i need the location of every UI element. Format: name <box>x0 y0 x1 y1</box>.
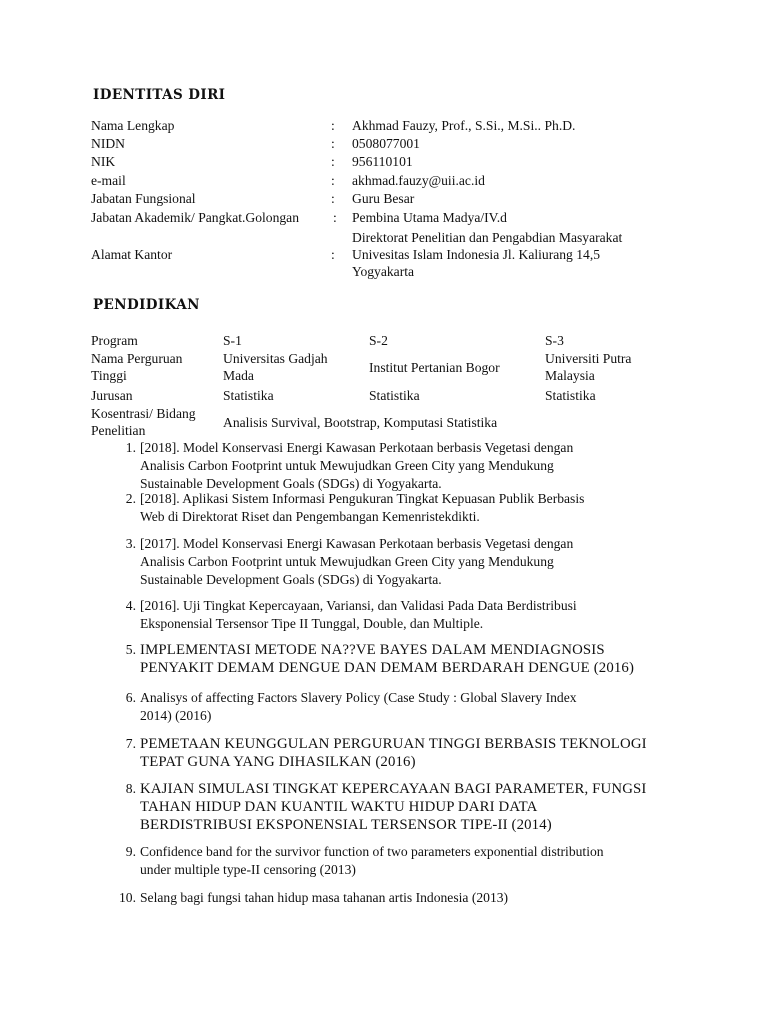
alamat-colon: : <box>331 247 335 262</box>
list-item-text: PEMETAAN KEUNGGULAN PERGURUAN TINGGI BERBASIS TEKNOLOGI <box>140 736 647 752</box>
list-item-text: TEPAT GUNA YANG DIHASILKAN (2016) <box>140 754 416 770</box>
education-s3-jurusan: Statistika <box>545 388 596 403</box>
list-item-number: 5. <box>125 642 136 657</box>
identity-colon: : <box>333 210 337 225</box>
education-label-perguruan-2: Tinggi <box>91 368 127 383</box>
list-item-text: TAHAN HIDUP DAN KUANTIL WAKTU HIDUP DARI DATA <box>140 799 538 815</box>
list-item-text: Eksponensial Tersensor Tipe II Tunggal, Double, dan Multiple. <box>140 616 484 631</box>
identity-label: e-mail <box>91 173 126 188</box>
list-item-text: KAJIAN SIMULASI TINGKAT KEPERCAYAAN BAGI PARAMETER, FUNGSI <box>140 781 647 797</box>
identity-row-jabatan-fungsional <box>91 190 691 208</box>
identity-colon: : <box>331 118 335 133</box>
list-item-text: Web di Direktorat Riset dan Pengembangan Kemenristekdikti. <box>140 509 480 524</box>
list-item-number: 7. <box>125 736 136 751</box>
alamat-line-2: Univesitas Islam Indonesia Jl. Kaliurang 14,5 <box>352 247 601 262</box>
education-label-konsentrasi: Kosentrasi/ Bidang <box>91 406 196 421</box>
identity-label: NIDN <box>91 136 125 151</box>
identity-row-jabatan-akademik <box>91 209 691 227</box>
identity-row-nidn <box>91 135 691 153</box>
list-item-number: 4. <box>125 598 136 613</box>
list-item-text: Analisis Carbon Footprint untuk Mewujudkan Green City yang Mendukung <box>140 554 554 569</box>
education-header-s2: S-2 <box>369 333 388 348</box>
identity-label: Jabatan Fungsional <box>91 191 196 206</box>
list-item-text: PENYAKIT DEMAM DENGUE DAN DEMAM BERDARAH DENGUE (2016) <box>140 660 635 676</box>
list-item-text: Sustainable Development Goals (SDGs) di Yogyakarta. <box>140 476 442 491</box>
identity-colon: : <box>331 173 335 188</box>
education-header-s3: S-3 <box>545 333 564 348</box>
identity-value: 956110101 <box>352 154 413 169</box>
education-s2-university: Institut Pertanian Bogor <box>369 360 500 375</box>
list-item-text: Analisis Carbon Footprint untuk Mewujudkan Green City yang Mendukung <box>140 458 554 473</box>
list-item-text: Analisys of affecting Factors Slavery Policy (Case Study : Global Slavery Index <box>140 690 577 705</box>
education-label-jurusan: Jurusan <box>91 388 133 403</box>
education-s3-university-2: Malaysia <box>545 368 595 383</box>
list-item-number: 3. <box>125 536 136 551</box>
identity-label: NIK <box>91 154 116 169</box>
education-label-perguruan: Nama Perguruan <box>91 351 183 366</box>
identity-row-nik <box>91 153 691 171</box>
list-item-number: 6. <box>125 690 136 705</box>
list-item-text: Confidence band for the survivor function of two parameters exponential distribution <box>140 844 604 859</box>
identity-value: Guru Besar <box>352 191 415 206</box>
identity-value: akhmad.fauzy@uii.ac.id <box>352 173 485 188</box>
section-heading-identitas: IDENTITAS DIRI <box>93 87 226 103</box>
identity-colon: : <box>331 136 335 151</box>
list-item-number: 1. <box>125 440 136 455</box>
alamat-line-3: Yogyakarta <box>352 264 415 279</box>
list-item-text: IMPLEMENTASI METODE NA??VE BAYES DALAM MENDIAGNOSIS <box>140 642 605 658</box>
identity-row-email <box>91 172 691 190</box>
list-item-number: 9. <box>125 844 136 859</box>
education-s1-university-2: Mada <box>223 368 254 383</box>
section-heading-pendidikan: PENDIDIKAN <box>93 297 200 313</box>
education-konsentrasi-value: Analisis Survival, Bootstrap, Komputasi Statistika <box>223 415 498 430</box>
list-item-number: 8. <box>125 781 136 796</box>
education-s1-university: Universitas Gadjah <box>223 351 328 366</box>
identity-label: Nama Lengkap <box>91 118 175 133</box>
education-s3-university: Universiti Putra <box>545 351 632 366</box>
list-item-text: BERDISTRIBUSI EKSPONENSIAL TERSENSOR TIPE-II (2014) <box>140 817 552 833</box>
list-item-text: under multiple type-II censoring (2013) <box>140 862 356 877</box>
education-s1-jurusan: Statistika <box>223 388 274 403</box>
education-header-program: Program <box>91 333 138 348</box>
education-label-konsentrasi-2: Penelitian <box>91 423 146 438</box>
identity-value: Akhmad Fauzy, Prof., S.Si., M.Si.. Ph.D. <box>352 118 576 133</box>
alamat-label: Alamat Kantor <box>91 247 173 262</box>
education-header-s1: S-1 <box>223 333 242 348</box>
education-s2-jurusan: Statistika <box>369 388 420 403</box>
identity-colon: : <box>331 191 335 206</box>
list-item-number: 2. <box>125 491 136 506</box>
identity-value: Pembina Utama Madya/IV.d <box>352 210 507 225</box>
list-item-text: [2018]. Aplikasi Sistem Informasi Pengukuran Tingkat Kepuasan Publik Berbasis <box>140 491 585 506</box>
identity-label: Jabatan Akademik/ Pangkat.Golongan <box>91 210 300 225</box>
list-item-text: [2018]. Model Konservasi Energi Kawasan Perkotaan berbasis Vegetasi dengan <box>140 440 574 455</box>
list-item-text: 2014) (2016) <box>140 708 212 723</box>
list-item-number: 10. <box>119 890 136 905</box>
identity-colon: : <box>331 154 335 169</box>
alamat-line-1: Direktorat Penelitian dan Pengabdian Masyarakat <box>352 230 623 245</box>
list-item-text: [2016]. Uji Tingkat Kepercayaan, Variansi, dan Validasi Pada Data Berdistribusi <box>140 598 577 613</box>
identity-value: 0508077001 <box>352 136 420 151</box>
list-item-text: Sustainable Development Goals (SDGs) di Yogyakarta. <box>140 572 442 587</box>
list-item-text: Selang bagi fungsi tahan hidup masa tahanan artis Indonesia (2013) <box>140 890 509 905</box>
list-item-text: [2017]. Model Konservasi Energi Kawasan Perkotaan berbasis Vegetasi dengan <box>140 536 574 551</box>
identity-row-nama <box>91 117 691 135</box>
